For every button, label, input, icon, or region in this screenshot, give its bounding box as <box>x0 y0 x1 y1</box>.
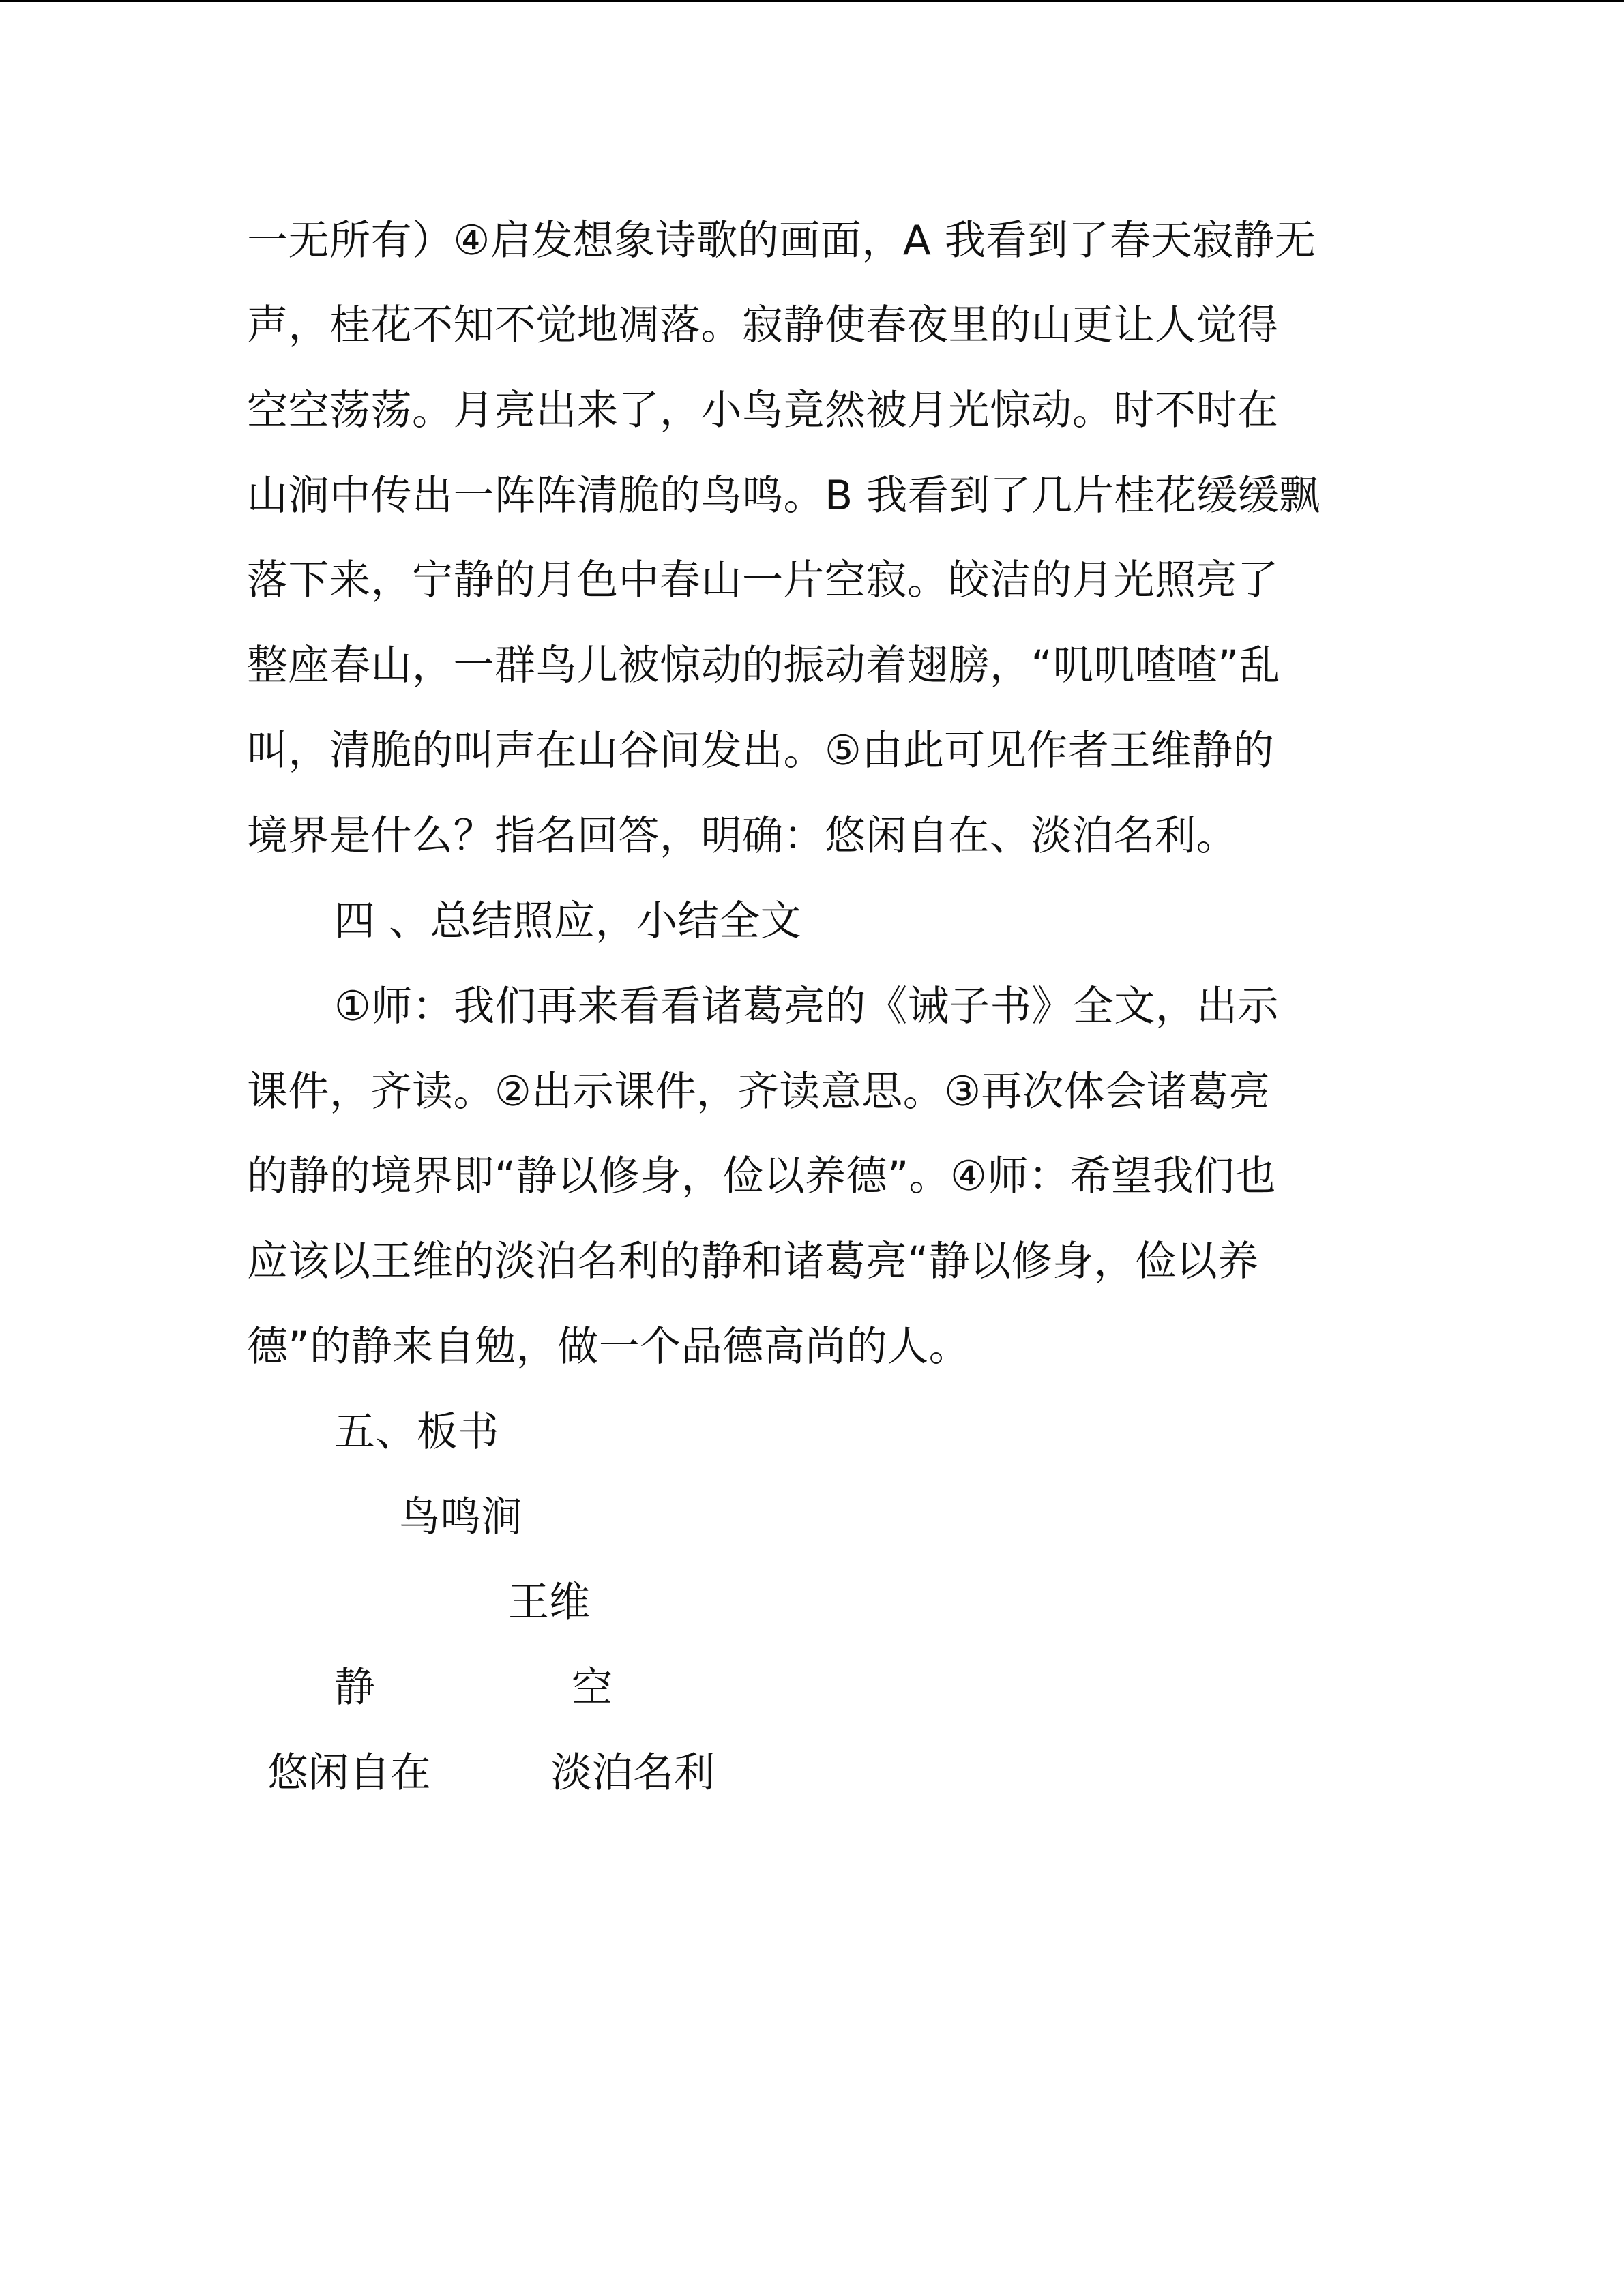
board-left-key: 静 <box>334 1664 375 1712</box>
section-heading: 五、板书 <box>334 1408 499 1456</box>
paragraph-line: 课件，齐读。②出示课件，齐读意思。③再次体会诸葛亮 <box>247 1068 1271 1116</box>
paragraph-line: ①师：我们再来看看诸葛亮的《诫子书》全文，出示 <box>334 983 1280 1030</box>
paragraph-line: 空空荡荡。月亮出来了，小鸟竟然被月光惊动。时不时在 <box>247 387 1279 434</box>
paragraph-line: 山涧中传出一阵阵清脆的鸟鸣。B 我看到了几片桂花缓缓飘 <box>247 472 1320 520</box>
paragraph-line: 应该以王维的淡泊名利的静和诸葛亮“静以修身，俭以养 <box>247 1238 1259 1285</box>
paragraph-line: 落下来，宁静的月色中春山一片空寂。皎洁的月光照亮了 <box>247 556 1279 604</box>
section-heading: 四 、总结照应，小结全文 <box>334 897 802 945</box>
paragraph-line: 叫，清脆的叫声在山谷间发出。⑤由此可见作者王维静的 <box>247 727 1275 775</box>
paragraph-line: 境界是什么？指名回答，明确：悠闲自在、淡泊名利。 <box>247 812 1237 860</box>
board-left-meaning: 悠闲自在 <box>267 1749 431 1797</box>
paragraph-line: 德”的静来自勉，做一个品德高尚的人。 <box>247 1323 971 1371</box>
paragraph-line: 一无所有）④启发想象诗歌的画面，A 我看到了春天寂静无 <box>247 217 1316 265</box>
board-right-key: 空 <box>572 1664 612 1712</box>
board-author: 王维 <box>508 1579 590 1626</box>
paragraph-line: 的静的境界即“静以修身，俭以养德”。④师：希望我们也 <box>247 1152 1276 1200</box>
board-right-meaning: 淡泊名利 <box>551 1749 715 1797</box>
paragraph-line: 声，桂花不知不觉地凋落。寂静使春夜里的山更让人觉得 <box>247 301 1279 349</box>
paragraph-line: 整座春山，一群鸟儿被惊动的振动着翅膀，“叽叽喳喳”乱 <box>247 642 1281 689</box>
board-poem-title: 鸟鸣涧 <box>399 1493 522 1541</box>
